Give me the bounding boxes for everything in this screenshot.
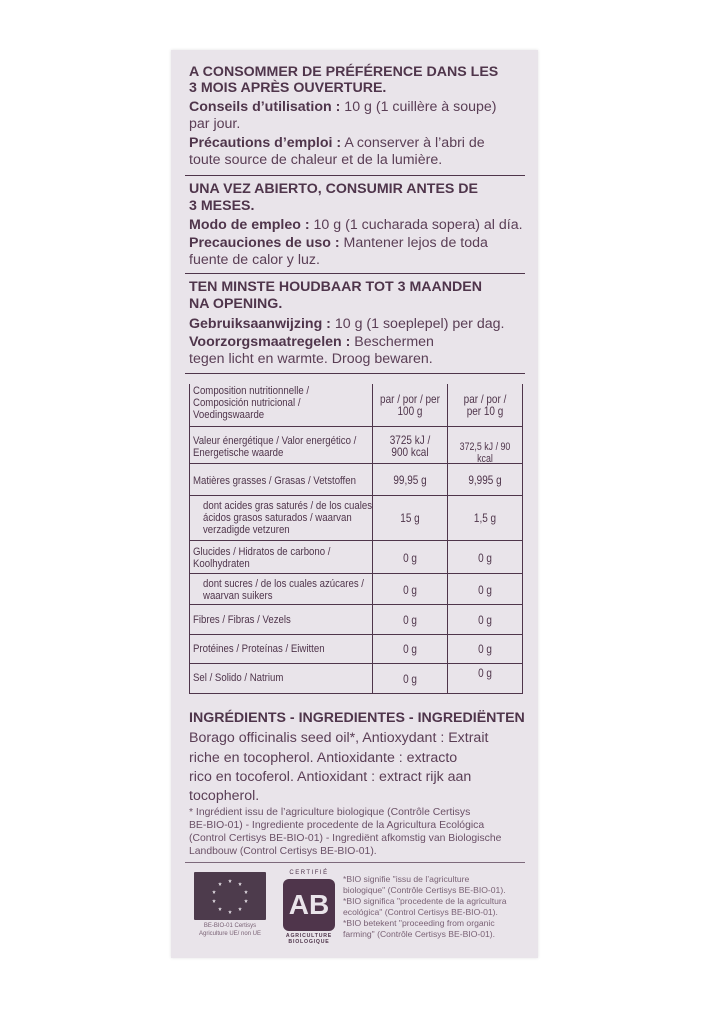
label-line: ácidos grasos saturados / waarvan [203, 512, 352, 524]
es-title-line-2: 3 MESES. [189, 198, 255, 214]
ab-caption [281, 933, 337, 945]
fr-precautions [189, 135, 529, 152]
fibres-per-100g: 0 g [403, 614, 417, 627]
label-line: waarvan suikers [203, 590, 273, 602]
label-line: verzadigde vetzuren [203, 524, 290, 536]
salt-per-10g: 0 g [478, 667, 492, 680]
table-row-divider [189, 426, 523, 427]
divider [185, 273, 525, 274]
divider [185, 862, 525, 863]
fr-title-line-1: A CONSOMMER DE PRÉFÉRENCE DANS LES [189, 64, 499, 80]
table-row-divider [189, 495, 523, 496]
saturated-fat-per-10g: 1,5 g [473, 512, 497, 525]
bio-note-line: ecológica" (Control Certisys BE-BIO-01). [343, 907, 498, 917]
salt-per-100g: 0 g [403, 673, 417, 686]
header-label-line: Composition nutritionnelle / [193, 385, 310, 397]
label-line: Energetische waarde [193, 447, 284, 459]
row-label-energy [193, 435, 356, 459]
row-label-fat: Matières grasses / Grasas / Vetstoffen [193, 475, 356, 487]
fr-usage-label: Conseils d’utilisation : [189, 99, 341, 115]
proteins-per-100g: 0 g [403, 643, 417, 656]
header-label-line: Composición nutricional / [193, 397, 301, 409]
ab-organic-logo [281, 870, 337, 946]
nl-precautions-cont: tegen licht en warmte. Droog bewaren. [189, 351, 433, 367]
organic-footnote-line: BE-BIO-01) - Ingrediente procedente de la Agricultura Ecológica [189, 820, 485, 831]
nutrition-table [189, 384, 523, 694]
table-header-per-10g [453, 394, 517, 418]
ingredients-line: Borago officinalis seed oil*, Antioxydant : Extrait [189, 730, 489, 746]
es-usage [189, 217, 529, 234]
organic-footnote-line: * Ingrédient issu de l’agriculture biologique (Contrôle Certisys [189, 807, 471, 818]
carbohydrates-per-100g: 0 g [403, 552, 417, 565]
fibres-per-10g: 0 g [478, 614, 492, 627]
saturated-fat-per-100g: 15 g [400, 512, 420, 525]
nl-usage-text: 10 g (1 soeplepel) per dag. [330, 316, 505, 332]
product-label-panel [171, 50, 538, 958]
row-label-proteins: Protéines / Proteínas / Eiwitten [193, 643, 325, 655]
es-precautions-cont: fuente de calor y luz. [189, 252, 320, 268]
nl-title-line-1: TEN MINSTE HOUDBAAR TOT 3 MAANDEN [189, 279, 482, 295]
row-label-sugars [203, 578, 364, 602]
carbohydrates-per-10g: 0 g [478, 552, 492, 565]
energy-per-100g [378, 435, 442, 459]
ingredients-line: rico en tocoferol. Antioxidant : extract rijk aan [189, 769, 472, 785]
header-per100-line: 100 g [397, 405, 423, 418]
ab-letters: AB [283, 879, 335, 931]
table-bottom-border [189, 693, 523, 694]
ingredients-line: riche en tocopherol. Antioxidante : extracto [189, 750, 458, 766]
header-per10-line: per 10 g [466, 405, 504, 418]
row-label-carbohydrates [193, 546, 330, 570]
proteins-per-10g: 0 g [478, 643, 492, 656]
bio-note-line: *BIO betekent "proceeding from organic [343, 918, 495, 928]
table-row-divider [189, 663, 523, 664]
es-usage-label: Modo de empleo : [189, 217, 310, 233]
energy-per-10g: 372,5 kJ / 90 kcal [459, 441, 511, 465]
nl-precautions-label: Voorzorgsmaatregelen : [189, 334, 351, 350]
ingredients-title: INGRÉDIENTS - INGREDIENTES - INGREDIËNTEN [189, 710, 525, 726]
nl-usage-label: Gebruiksaanwijzing : [189, 316, 331, 332]
fr-precautions-text: A conserver à l’abri de [341, 135, 485, 151]
nl-precautions [189, 334, 529, 351]
es-title-line-1: UNA VEZ ABIERTO, CONSUMIR ANTES DE [189, 181, 479, 197]
fr-usage [189, 99, 529, 116]
fr-usage-text: 10 g (1 cuillère à soupe) [340, 99, 497, 115]
header-per10-line: par / por / [463, 393, 507, 406]
ab-caption-line: BIOLOGIQUE [288, 939, 330, 945]
es-usage-text: 10 g (1 cucharada sopera) al día. [309, 217, 523, 233]
bio-note-line: *BIO signifie "issu de l’agriculture [343, 874, 470, 884]
es-precautions-text: Mantener lejos de toda [339, 235, 488, 251]
table-row-divider [189, 540, 523, 541]
label-line: Valeur énergétique / Valor energético / [193, 435, 357, 447]
organic-footnote-line: (Control Certisys BE-BIO-01) - Ingrediënt afkomstig van Biologische [189, 833, 502, 844]
caption-line: BE-BIO-01 Certisys [203, 923, 257, 929]
nl-usage [189, 316, 529, 333]
label-line: Koolhydraten [193, 558, 250, 570]
es-precautions-label: Precauciones de uso : [189, 235, 340, 251]
row-label-saturated-fat [203, 500, 372, 536]
caption-line: Agriculture UE/ non UE [198, 930, 262, 937]
table-border [522, 384, 523, 694]
table-column-divider [447, 384, 448, 694]
table-header-label [193, 385, 309, 421]
table-column-divider [372, 384, 373, 694]
table-border [189, 384, 190, 694]
bio-note-line: biologique" (Contrôle Certisys BE-BIO-01). [343, 885, 506, 895]
fr-title-line-2: 3 MOIS APRÈS OUVERTURE. [189, 80, 387, 96]
eu-organic-leaf-logo [194, 872, 266, 920]
sugars-per-10g: 0 g [478, 584, 492, 597]
label-line: dont acides gras saturés / de los cuales [203, 500, 373, 512]
table-row-divider [189, 573, 523, 574]
row-label-salt: Sel / Solido / Natrium [193, 672, 284, 684]
table-row-divider [189, 634, 523, 635]
eu-logo-caption [185, 923, 275, 938]
ab-caption-line: AGRICULTURE [285, 933, 333, 939]
nl-title-line-2: NA OPENING. [189, 296, 283, 312]
table-row-divider [189, 463, 523, 464]
value-line: 900 kcal [391, 446, 429, 459]
header-label-line: Voedingswaarde [193, 409, 265, 421]
row-label-fibres: Fibres / Fibras / Vezels [193, 614, 291, 626]
organic-footnote-line: Landbouw (Control Certisys BE-BIO-01). [189, 846, 377, 857]
es-precautions [189, 235, 529, 252]
ab-certified-text: CERTIFIÉ [289, 870, 329, 876]
value-line: 3725 kJ / [389, 434, 431, 447]
fr-precautions-cont: toute source de chaleur et de la lumière. [189, 152, 443, 168]
sugars-per-100g: 0 g [403, 584, 417, 597]
header-per100-line: par / por / per [380, 393, 440, 406]
label-line: dont sucres / de los cuales azúcares / [203, 578, 364, 590]
fr-usage-cont: par jour. [189, 116, 241, 132]
bio-note-line: farming" (Contrôle Certisys BE-BIO-01). [343, 929, 496, 939]
ingredients-line: tocopherol. [189, 788, 260, 804]
divider [185, 373, 525, 374]
fat-per-100g: 99,95 g [393, 474, 427, 487]
table-header-per-100g [378, 394, 442, 418]
divider [185, 175, 525, 176]
label-line: Glucides / Hidratos de carbono / [193, 546, 331, 558]
fr-precautions-label: Précautions d’emploi : [189, 135, 342, 151]
table-row-divider [189, 604, 523, 605]
nl-precautions-text: Beschermen [350, 334, 434, 350]
bio-note-line: *BIO significa "procedente de la agricultura [343, 896, 507, 906]
fat-per-10g: 9,995 g [468, 474, 502, 487]
